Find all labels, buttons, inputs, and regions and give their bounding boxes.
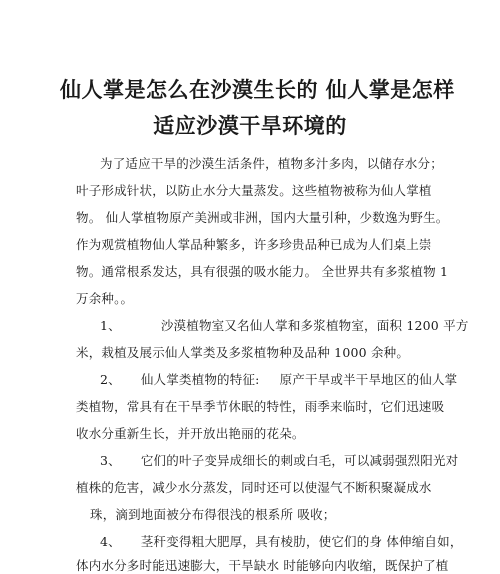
list-item-2-cont: 收水分重新生长，并开放出艳丽的花朵。 [76, 426, 305, 441]
item-number: 1、 [100, 318, 121, 333]
list-item-4-cont: 体内水分多时能迅速膨大，干旱缺水 时能够向内收缩，既保护了植 [76, 558, 449, 573]
intro-line: 物。 仙人掌植物原产美洲或非洲，国内大量引种，少数逸为野生。 [76, 210, 449, 225]
intro-line: 万余种。。 [76, 291, 134, 306]
list-item-3-cont: 珠，滴到地面被分布得很浅的根系所 吸收； [90, 507, 336, 522]
item-text: 茎秆变得粗大肥厚，具有棱肋，使它们的身 体伸缩自如， [140, 534, 463, 549]
list-item-3-cont: 植株的危害，减少水分蒸发，同时还可以使湿气不断积聚凝成水 [76, 480, 432, 495]
item-text: 它们的叶子变异成细长的刺或白毛，可以减弱强烈阳光对 [140, 453, 459, 468]
title-line-2: 适应沙漠干旱环境的 [153, 113, 347, 138]
item-number: 3、 [100, 453, 121, 468]
title-line-1: 仙人掌是怎么在沙漠生长的 仙人掌是怎样 [60, 77, 455, 102]
item-text: 沙漠植物室又名仙人掌和多浆植物室，面积 1200 平方 [160, 318, 469, 333]
intro-line: 物。通常根系发达，具有很强的吸水能力。 全世界共有多浆植物 1 [76, 264, 449, 279]
item-text: 原产干旱或半干旱地区的仙人掌 [279, 372, 458, 387]
intro-line: 为了适应干旱的沙漠生活条件，植物多汁多肉，以储存水分； [100, 156, 443, 171]
list-item-2 [100, 372, 460, 388]
item-text: 仙人掌类植物的特征: [140, 372, 260, 387]
intro-line: 叶子形成针状，以防止水分大量蒸发。这些植物被称为仙人掌植 [76, 183, 432, 198]
item-number: 2、 [100, 372, 121, 387]
intro-line: 作为观赏植物仙人掌品种繁多，许多珍贵品种已成为人们桌上崇 [76, 237, 432, 252]
list-item-1 [100, 318, 469, 334]
list-item-2-cont: 类植物，常具有在干旱季节休眠的特性，雨季来临时，它们迅速吸 [76, 399, 445, 414]
list-item-1-cont: 米，栽植及展示仙人掌类及多浆植物种及品种 1000 余种。 [76, 345, 410, 360]
list-item-3 [100, 453, 460, 469]
item-number: 4、 [100, 534, 121, 549]
list-item-4 [100, 534, 463, 550]
document-title [60, 72, 455, 144]
